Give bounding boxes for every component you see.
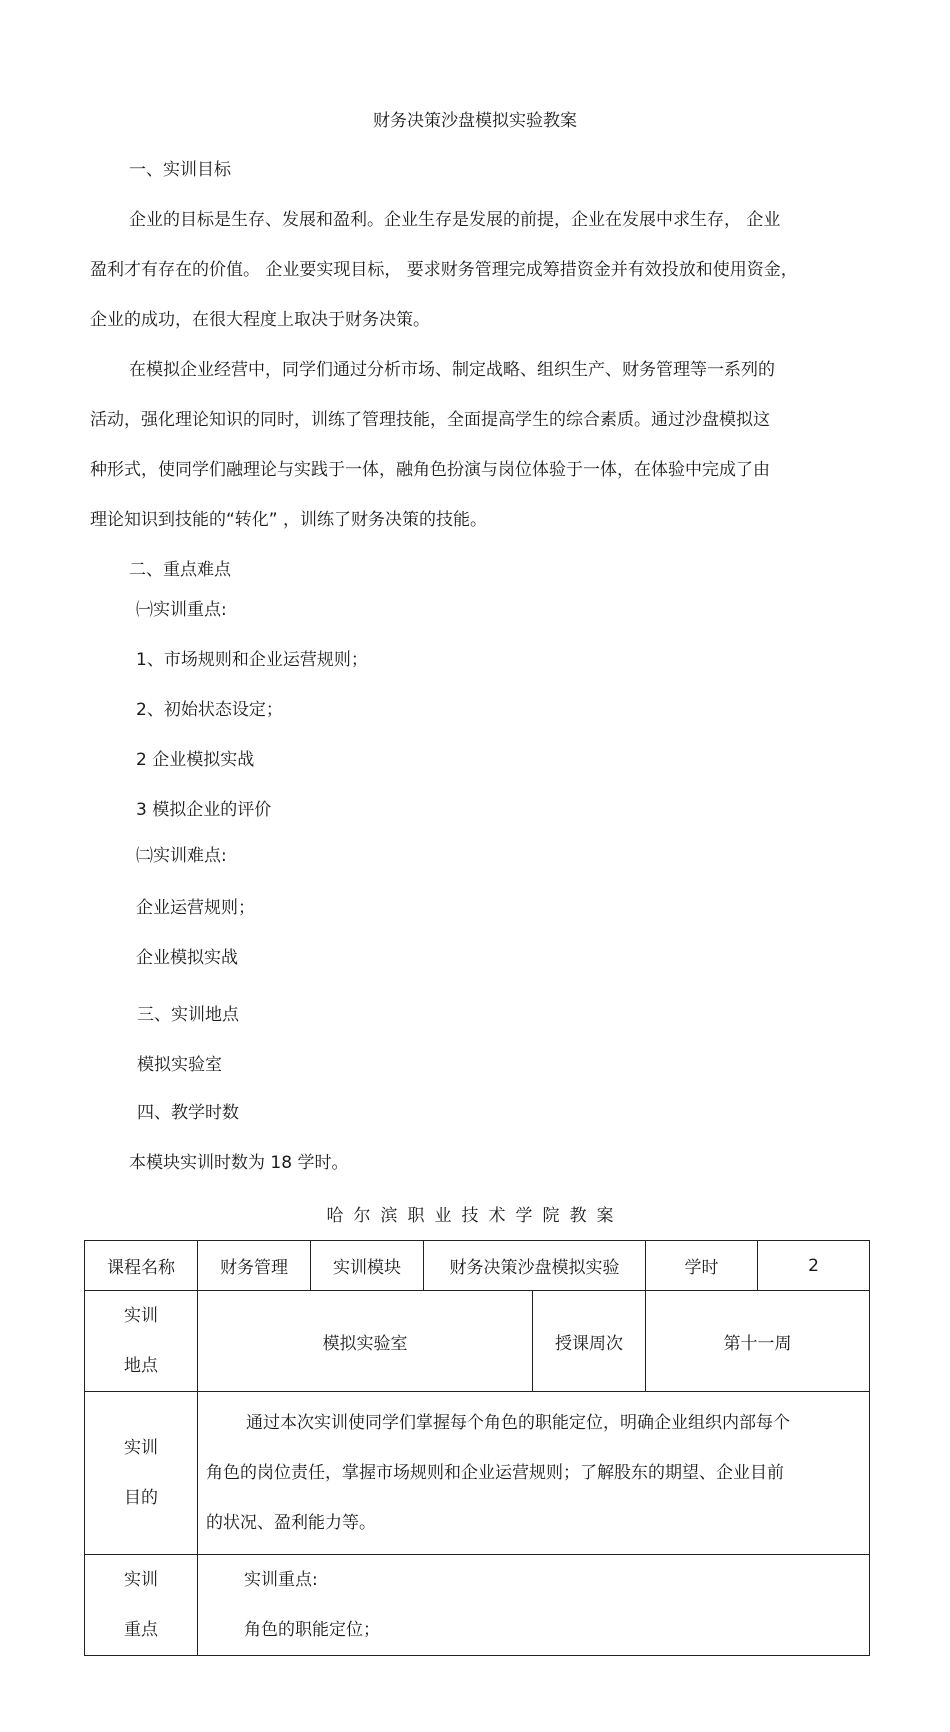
purpose-line: 的状况、盈利能力等。 bbox=[206, 1513, 376, 1533]
section-1-heading: 一、实训目标 bbox=[129, 160, 231, 180]
paragraph-line: 在模拟企业经营中，同学们通过分析市场、制定战略、组织生产、财务管理等一系列的 bbox=[129, 360, 775, 380]
subheading-key-points: ㈠实训重点: bbox=[136, 600, 227, 620]
key-points-content bbox=[198, 1555, 870, 1656]
list-item: 企业运营规则； bbox=[136, 898, 255, 918]
paragraph-line: 活动，强化理论知识的同时，训练了管理技能，全面提高学生的综合素质。通过沙盘模拟这 bbox=[90, 410, 770, 430]
list-item: 2、初始状态设定； bbox=[136, 700, 283, 720]
location-value: 模拟实验室 bbox=[198, 1291, 533, 1392]
key-points-label bbox=[85, 1555, 198, 1656]
label-line: 实训 bbox=[124, 1438, 158, 1458]
key-point-line: 角色的职能定位； bbox=[244, 1620, 380, 1640]
paragraph-line: 企业的成功，在很大程度上取决于财务决策。 bbox=[90, 310, 430, 330]
label-line: 重点 bbox=[124, 1620, 158, 1640]
teaching-week-value: 第十一周 bbox=[646, 1291, 870, 1392]
hours-value: 2 bbox=[758, 1241, 870, 1291]
key-point-line: 实训重点: bbox=[244, 1570, 318, 1590]
hours-label: 学时 bbox=[646, 1241, 758, 1291]
module-value: 财务决策沙盘模拟实验 bbox=[424, 1241, 646, 1291]
teaching-week-label: 授课周次 bbox=[533, 1291, 646, 1392]
lesson-plan-table bbox=[84, 1240, 870, 1656]
purpose-line: 通过本次实训使同学们掌握每个角色的职能定位，明确企业组织内部每个 bbox=[246, 1413, 790, 1433]
course-name-value: 财务管理 bbox=[198, 1241, 311, 1291]
table-title: 哈尔滨职业技术学院教案 bbox=[326, 1206, 624, 1226]
paragraph-line: 种形式，使同学们融理论与实践于一体，融角色扮演与岗位体验于一体，在体验中完成了由 bbox=[90, 460, 770, 480]
document-title: 财务决策沙盘模拟实验教案 bbox=[373, 111, 577, 131]
label-line: 地点 bbox=[124, 1356, 158, 1376]
list-item: 3 模拟企业的评价 bbox=[136, 800, 272, 820]
paragraph-line: 理论知识到技能的“转化” ，训练了财务决策的技能。 bbox=[90, 510, 488, 530]
table-row bbox=[85, 1241, 870, 1291]
table-row bbox=[85, 1555, 870, 1656]
label-line: 目的 bbox=[124, 1488, 158, 1508]
label-line: 实训 bbox=[124, 1570, 158, 1590]
section-3-heading: 三、实训地点 bbox=[137, 1005, 239, 1025]
location-label bbox=[85, 1291, 198, 1392]
paragraph-line: 盈利才有存在的价值。 企业要实现目标， 要求财务管理完成筹措资金并有效投放和使用资金， bbox=[90, 260, 798, 280]
table-row bbox=[85, 1291, 870, 1392]
module-label: 实训模块 bbox=[311, 1241, 424, 1291]
course-name-label: 课程名称 bbox=[85, 1241, 198, 1291]
purpose-label bbox=[85, 1392, 198, 1555]
purpose-content bbox=[198, 1392, 870, 1555]
training-location: 模拟实验室 bbox=[137, 1055, 222, 1075]
table-row bbox=[85, 1392, 870, 1555]
purpose-line: 角色的岗位责任，掌握市场规则和企业运营规则；了解股东的期望、企业目前 bbox=[206, 1463, 784, 1483]
hours-statement: 本模块实训时数为 18 学时。 bbox=[129, 1153, 349, 1173]
subheading-difficulties: ㈡实训难点: bbox=[136, 846, 227, 866]
list-item: 2 企业模拟实战 bbox=[136, 750, 255, 770]
list-item: 1、市场规则和企业运营规则； bbox=[136, 650, 368, 670]
list-item: 企业模拟实战 bbox=[136, 948, 238, 968]
label-line: 实训 bbox=[124, 1306, 158, 1326]
paragraph-line: 企业的目标是生存、发展和盈利。企业生存是发展的前提，企业在发展中求生存， 企业 bbox=[129, 210, 781, 230]
section-4-heading: 四、教学时数 bbox=[137, 1103, 239, 1123]
section-2-heading: 二、重点难点 bbox=[129, 560, 231, 580]
